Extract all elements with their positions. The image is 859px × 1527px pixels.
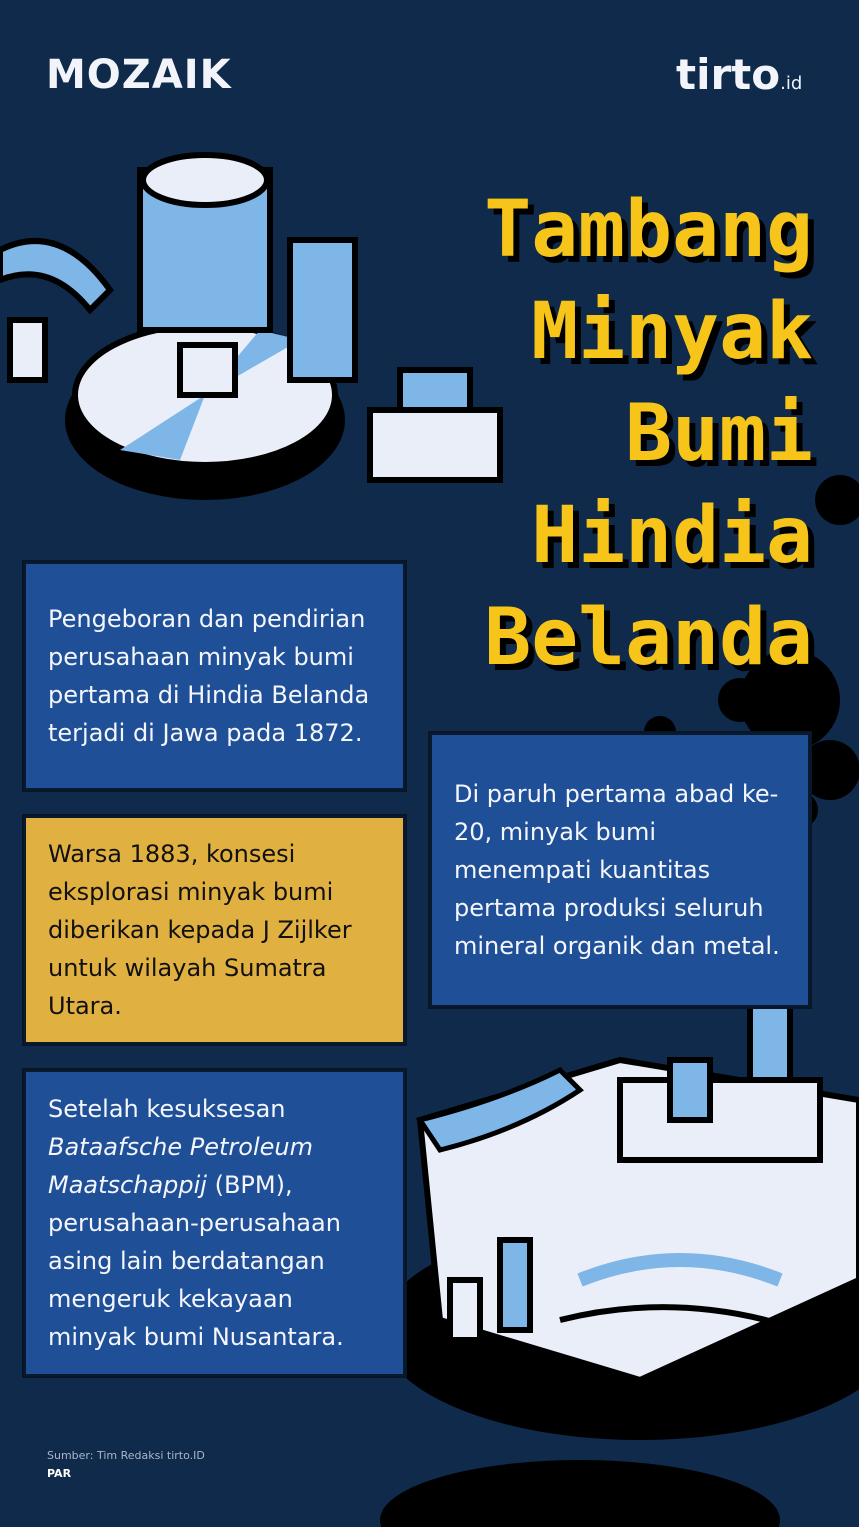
info-text-part: (BPM), perusahaan-perusahaan asing lain berdatangan mengeruk kekayaan minyak bumi Nusantara. xyxy=(48,1171,344,1351)
title-line-4: Hindia xyxy=(531,491,813,581)
info-box-1872 xyxy=(24,562,405,790)
oil-refinery-illustration-top xyxy=(0,150,510,540)
author-credit: PAR xyxy=(47,1467,72,1480)
title-line-5: Belanda xyxy=(484,593,813,683)
info-text-part: Setelah kesuksesan xyxy=(48,1095,286,1123)
logo-main: tirto xyxy=(676,50,781,99)
info-box-1883 xyxy=(24,816,405,1044)
info-text: Warsa 1883, konsesi eksplorasi minyak bumi diberikan kepada J Zijlker untuk wilayah Sumatra Utara. xyxy=(48,840,352,1020)
info-text xyxy=(48,1090,381,1356)
info-box-bpm xyxy=(24,1070,405,1376)
title-line-1: Tambang xyxy=(484,185,813,275)
brand-title: MOZAIK xyxy=(46,52,232,98)
info-box-20th-century xyxy=(430,733,810,1007)
title-line-2: Minyak xyxy=(531,287,813,377)
info-text: Pengeboran dan pendirian perusahaan minyak bumi pertama di Hindia Belanda terjadi di Jawa pada 1872. xyxy=(48,605,370,747)
company-name: Bataafsche Petroleum Maatschappij xyxy=(48,1133,313,1199)
title-line-3: Bumi xyxy=(625,389,813,479)
source-credit: Sumber: Tim Redaksi tirto.ID xyxy=(47,1449,205,1462)
info-text: Di paruh pertama abad ke-20, minyak bumi menempati kuantitas pertama produksi seluruh mineral organik dan metal. xyxy=(454,780,780,960)
tirto-logo xyxy=(676,50,802,99)
logo-suffix: .id xyxy=(780,73,803,94)
